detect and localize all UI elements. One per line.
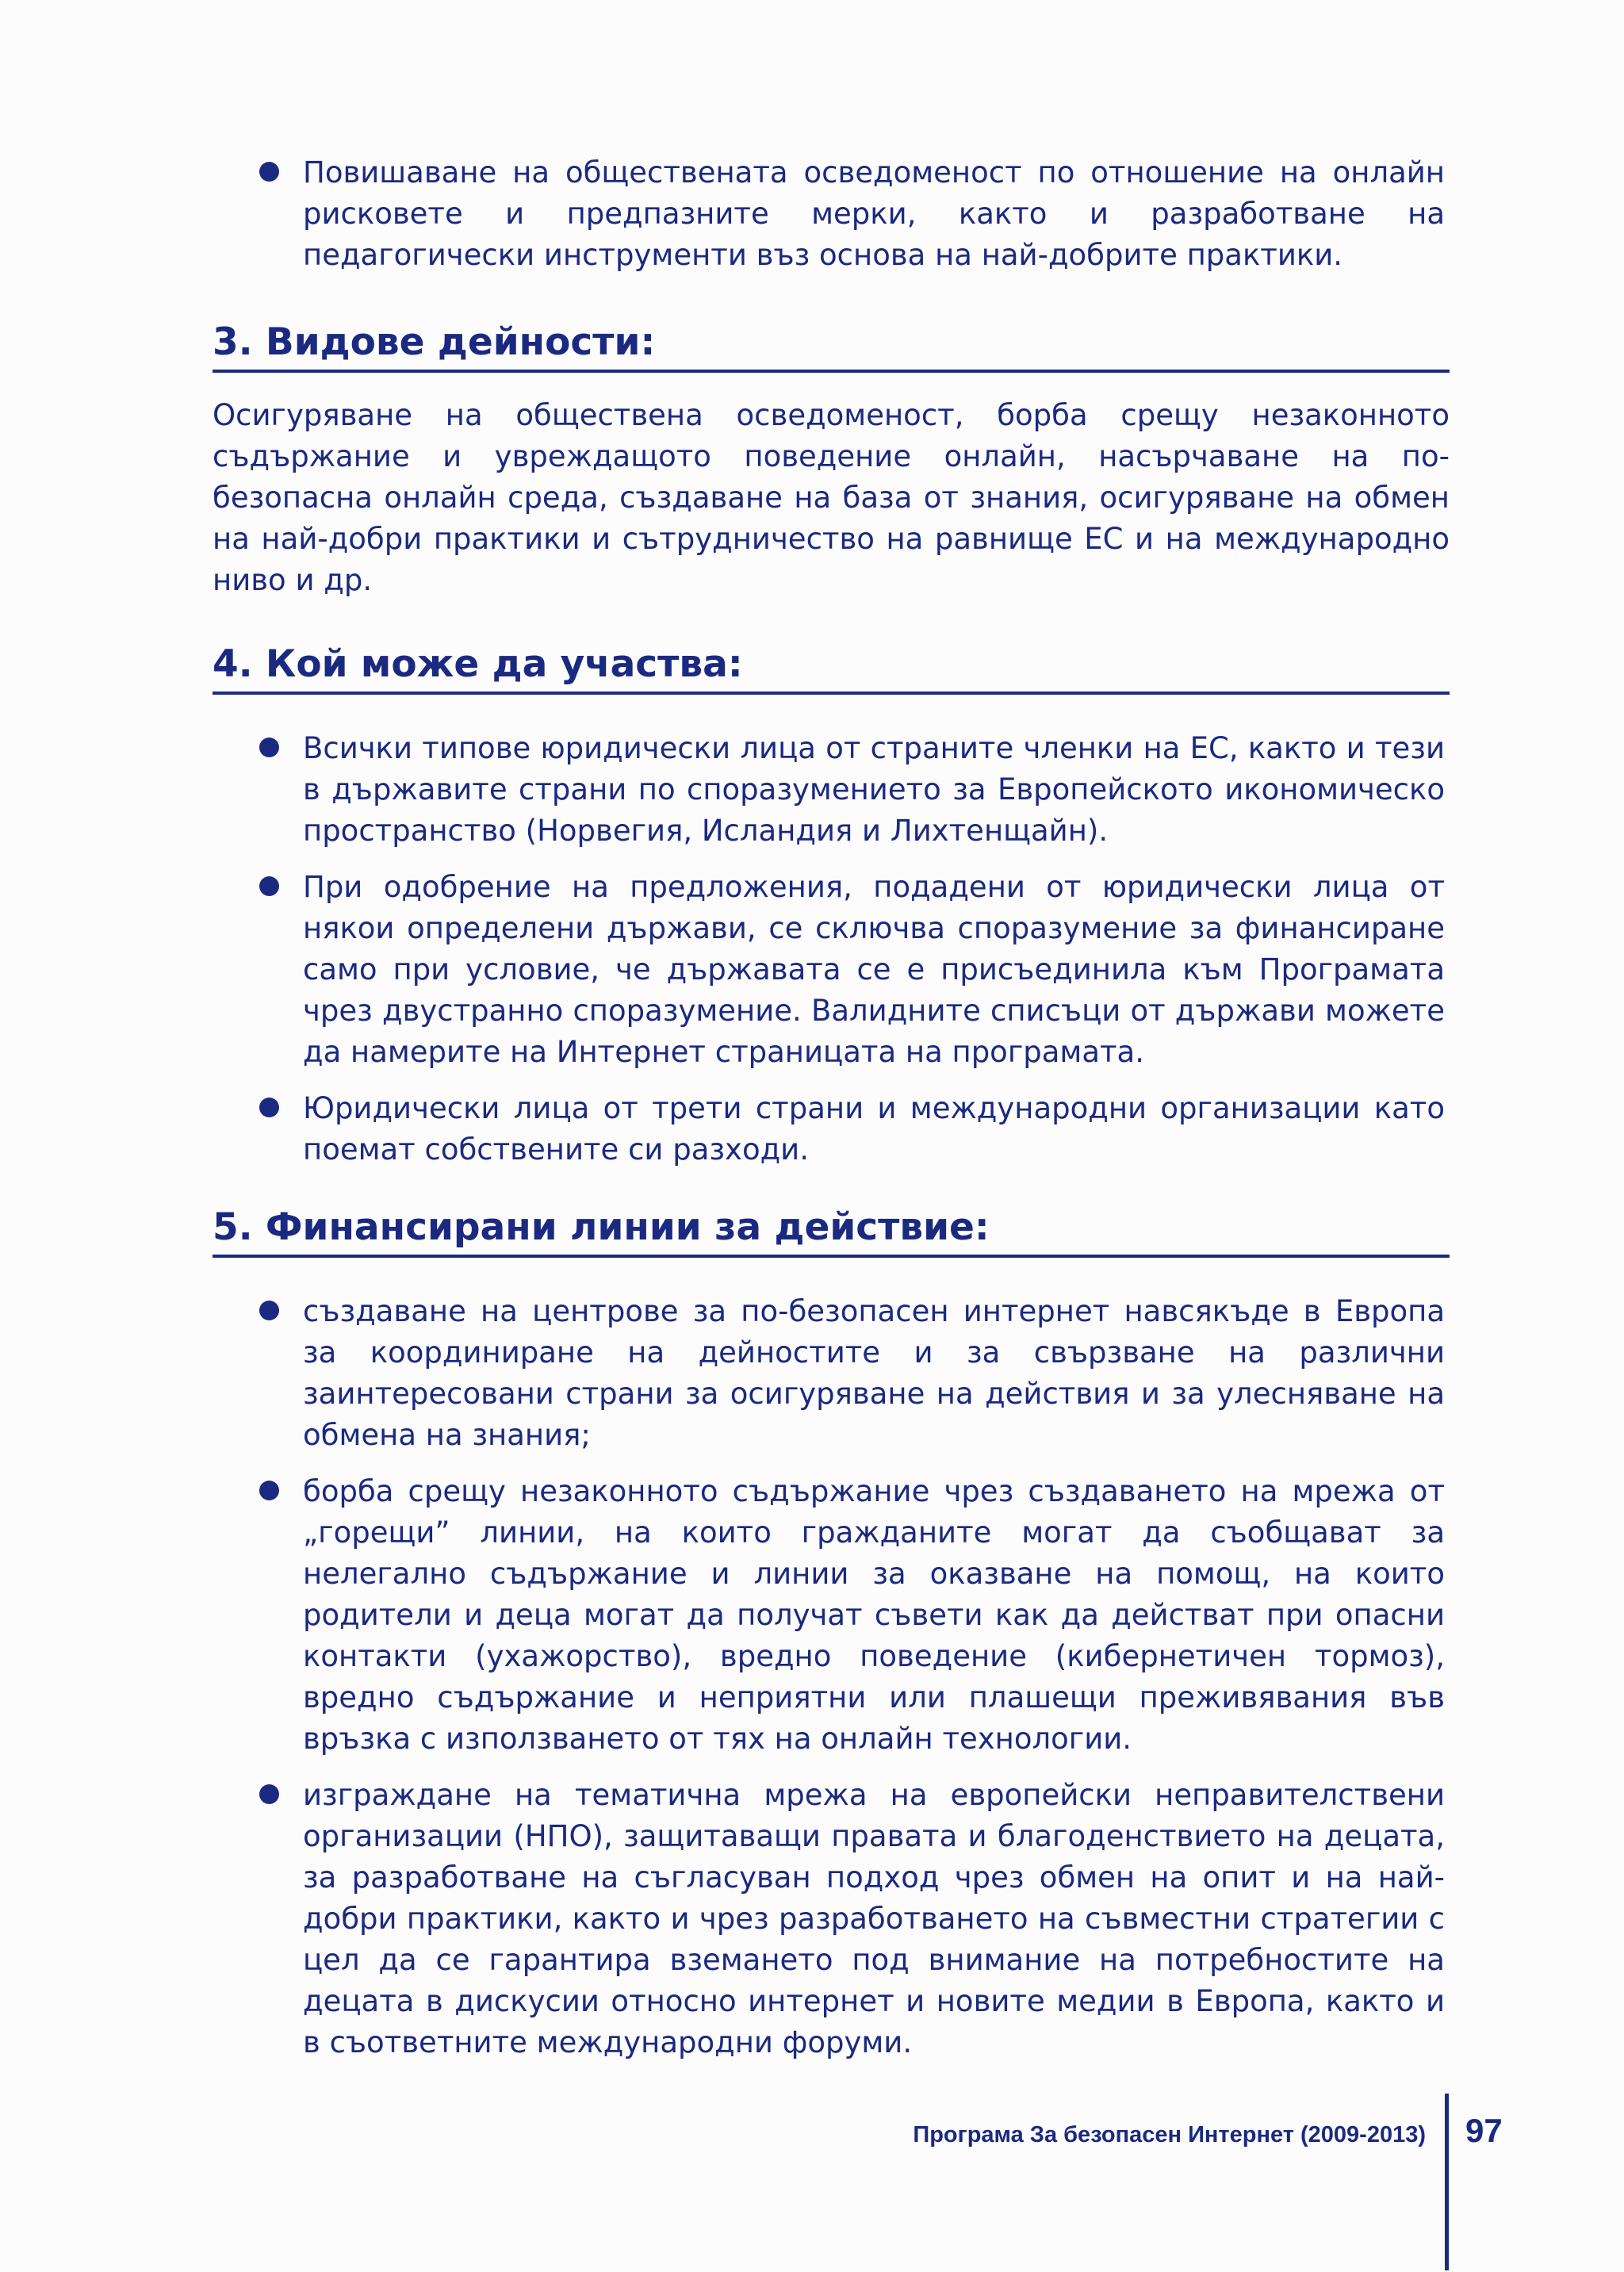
bullet-icon xyxy=(259,876,279,896)
section-4-bullet-list xyxy=(255,728,1445,1186)
bullet-text: Юридически лица от трети страни и международни организации като поемат собствените си разходи. xyxy=(303,1091,1445,1167)
bullet-text: Повишаване на обществената осведоменост по отношение на онлайн рисковете и предпазните мерки, както и разработване на педагогически инструменти въз основа на най-добрите практики. xyxy=(303,155,1445,272)
section-heading-5: 5. Финансирани линии за действие: xyxy=(213,1204,1450,1258)
bullet-text: борба срещу незаконното съдържание чрез създаването на мрежа от „горещи” линии, на които гражданите могат да съобщават за нелегално съдържание и линии за оказване на помощ, на които родители и деца могат да получат съвети как да действат при опасни контакти (ухажорство), вредно поведение (кибернетичен тормоз), вредно съдържание и неприятни или плашещи преживявания във връзка с използването от тях на онлайн технологии. xyxy=(303,1474,1445,1756)
bullet-icon xyxy=(259,1301,279,1320)
footer-divider xyxy=(1445,2094,1449,2270)
bullet-text: Всички типове юридически лица от страните членки на ЕС, както и тези в държавите страни по споразумението за Европейското икономическо пространство (Норвегия, Исландия и Лихтенщайн). xyxy=(303,731,1445,848)
bullet-icon xyxy=(259,1481,279,1500)
page-number: 97 xyxy=(1465,2112,1503,2149)
section-heading-4: 4. Кой може да участва: xyxy=(213,641,1450,695)
intro-bullet-list xyxy=(255,152,1445,291)
bullet-icon xyxy=(259,1784,279,1804)
list-item xyxy=(255,1291,1445,1456)
list-item xyxy=(255,728,1445,852)
bullet-text: изграждане на тематична мрежа на европейски неправителствени организации (НПО), защитаващи правата и благоденствието на децата, за разработване на съгласуван подход чрез обмен на опит и на най-добри практики, както и чрез разработването на съвместни стратегии с цел да се гарантира вземането под внимание на потребностите на децата в дискусии относно интернет и новите медии в Европа, както и в съответните международни форуми. xyxy=(303,1778,1445,2059)
section-3-paragraph: Осигуряване на обществена осведоменост, борба срещу незаконното съдържание и увреждащото поведение онлайн, насърчаване на по- безопасна онлайн среда, създаване на база от знания, осигуряване на обмен на най-добри практики и сътрудничество на равнище ЕС и на международно ниво и др. xyxy=(213,398,1450,597)
list-item xyxy=(255,867,1445,1073)
bullet-icon xyxy=(259,1098,279,1117)
list-item xyxy=(255,1088,1445,1170)
list-item xyxy=(255,1775,1445,2063)
bullet-text: създаване на центрове за по-безопасен интернет навсякъде в Европа за координиране на дейностите и за свързване на различни заинтересовани страни за осигуряване на действия и за улесняване на обмена на знания; xyxy=(303,1294,1445,1452)
section-heading-3: 3. Видове дейности: xyxy=(213,319,1450,373)
bullet-icon xyxy=(259,162,279,182)
section-5-bullet-list xyxy=(255,1291,1445,2079)
footer-title: Програма За безопасен Интернет (2009-2013) xyxy=(913,2122,1426,2147)
bullet-text: При одобрение на предложения, подадени от юридически лица от някои определени държави, се сключва споразумение за финансиране само при условие, че държавата се е присъединила към Програмата чрез двустранно споразумение. Валидните списъци от държави можете да намерите на Интернет страницата на програмата. xyxy=(303,870,1445,1069)
bullet-icon xyxy=(259,738,279,757)
list-item xyxy=(255,1471,1445,1760)
list-item xyxy=(255,152,1445,276)
